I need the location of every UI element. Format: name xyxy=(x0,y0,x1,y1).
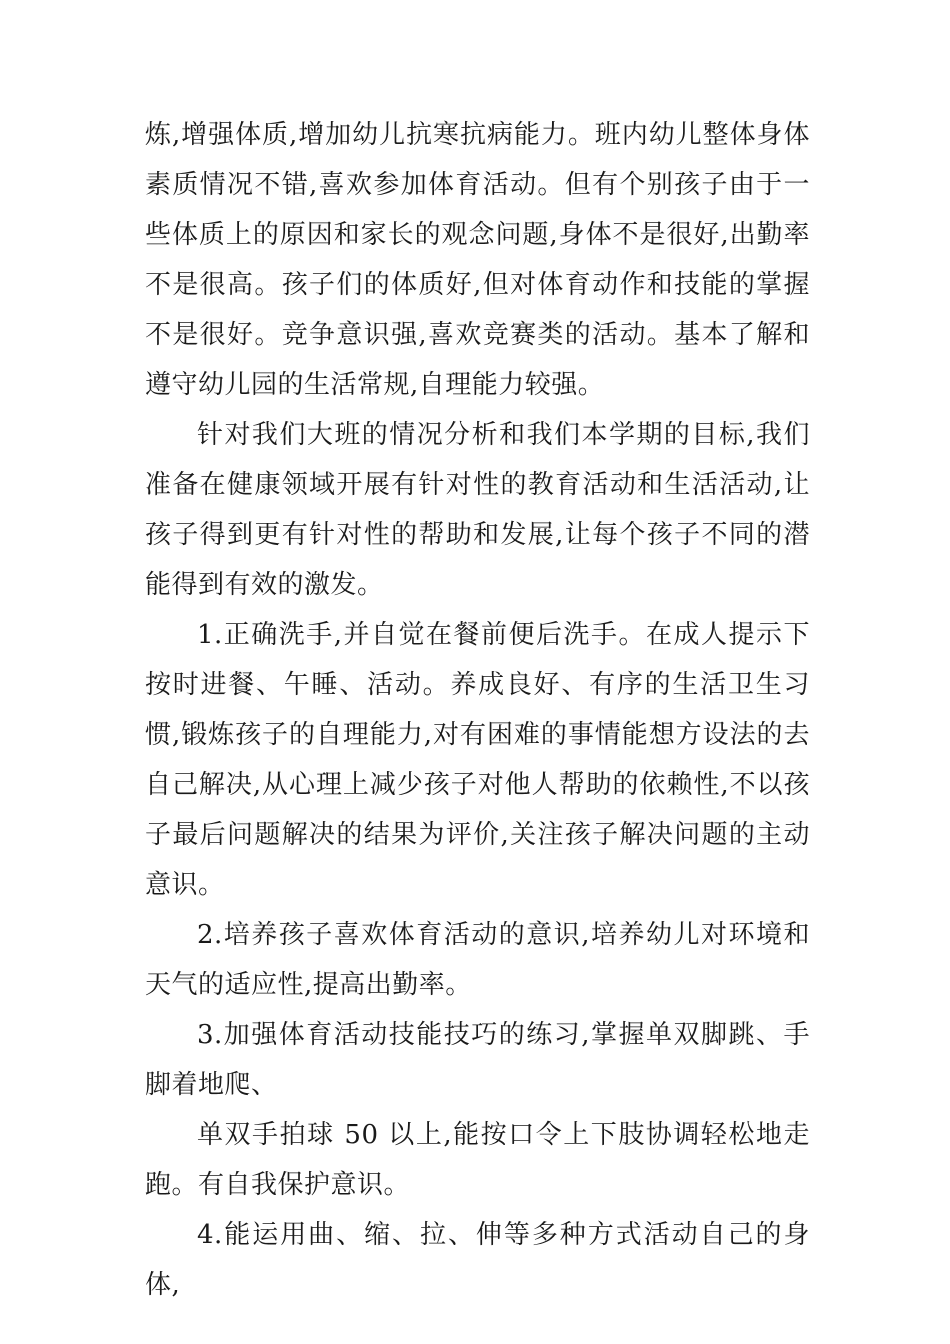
paragraph-2: 针对我们大班的情况分析和我们本学期的目标,我们准备在健康领域开展有针对性的教育活动和生活活动,让孩子得到更有针对性的帮助和发展,让每个孩子不同的潜能得到有效的激发。 xyxy=(145,420,810,600)
paragraph-1: 炼,增强体质,增加幼儿抗寒抗病能力。班内幼儿整体身体素质情况不错,喜欢参加体育活动。但有个别孩子由于一些体质上的原因和家长的观念问题,身体不是很好,出勤率不是很高。孩子们的体质好,但对体育动作和技能的掌握不是很好。竞争意识强,喜欢竞赛类的活动。基本了解和遵守幼儿园的生活常规,自理能力较强。 xyxy=(145,120,810,400)
paragraph-item-3-continued: 单双手拍球 50 以上,能按口令上下肢协调轻松地走跑。有自我保护意识。 xyxy=(145,1120,810,1200)
paragraph-item-3: 3.加强体育活动技能技巧的练习,掌握单双脚跳、手脚着地爬、 xyxy=(145,1020,810,1100)
document-body xyxy=(145,110,810,1310)
paragraph-item-1: 1.正确洗手,并自觉在餐前便后洗手。在成人提示下按时进餐、午睡、活动。养成良好、有序的生活卫生习惯,锻炼孩子的自理能力,对有困难的事情能想方设法的去自己解决,从心理上减少孩子对他人帮助的依赖性,不以孩子最后问题解决的结果为评价,关注孩子解决问题的主动意识。 xyxy=(145,620,810,900)
paragraph-item-4: 4.能运用曲、缩、拉、伸等多种方式活动自己的身体, xyxy=(145,1220,810,1300)
paragraph-item-2: 2.培养孩子喜欢体育活动的意识,培养幼儿对环境和天气的适应性,提高出勤率。 xyxy=(145,920,810,1000)
